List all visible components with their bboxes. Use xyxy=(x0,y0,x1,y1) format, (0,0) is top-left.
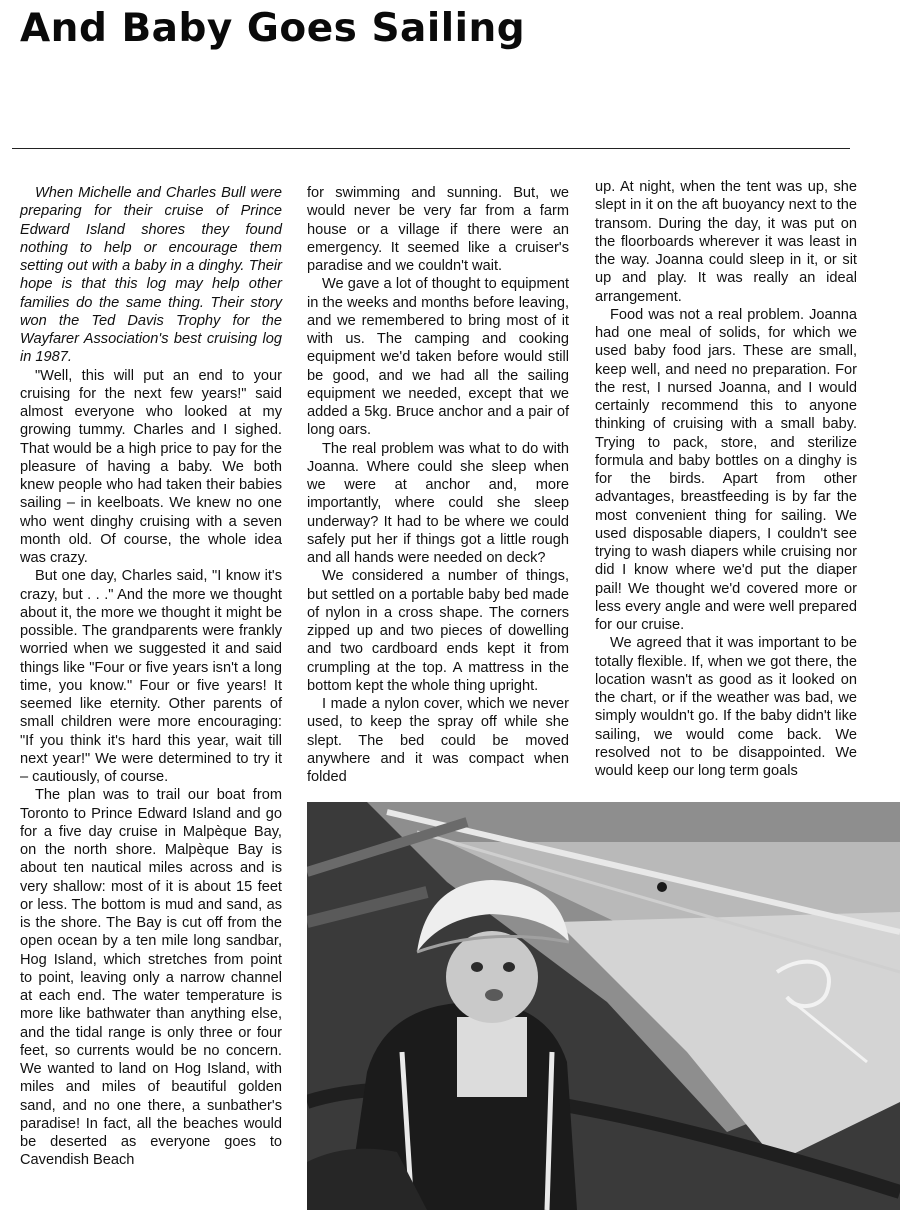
body-paragraph: The real problem was what to do with Joanna. Where could she sleep when we were at anchor and, more importantly, where could she sleep underway? It had to be where we could safely put her if things got a little rough and all hands were needed on deck? xyxy=(307,440,569,566)
photo-illustration xyxy=(307,802,900,1210)
column-2 xyxy=(307,184,569,796)
body-paragraph: We gave a lot of thought to equipment in the weeks and months before leaving, and we remembered to bring most of it with us. The camping and cooking equipment we'd taken before would still be good, and we had all the sailing equipment we needed, except that we added a 5kg. Bruce anchor and a pair of long oars. xyxy=(307,276,569,439)
column-3 xyxy=(595,178,857,798)
body-paragraph: up. At night, when the tent was up, she slept in it on the aft buoyancy next to the transom. During the day, it was put on the floorboards wherever it was least in the way. Joanna could sleep in it, or sit up and play. It was really an ideal arrangement. xyxy=(595,179,857,305)
title-divider xyxy=(12,148,850,149)
body-paragraph: Food was not a real problem. Joanna had one meal of solids, for which we used baby food jars. These are small, keep well, and need no preparation. For the rest, I nursed Joanna, and I would certainly recommend this to anyone thinking of cruising with a small baby. Trying to pack, store, and sterilize formula and baby bottles on a dinghy is for the birds. Apart from other advantages, breastfeeding is by far the most convenient thing for sailing. We used disposable diapers, I couldn't see trying to wash diapers while cruising nor did I know where we'd put the diaper pail! We thought we'd covered more or less every angle and were well prepared for our cruise. xyxy=(595,306,857,633)
body-paragraph: We considered a number of things, but settled on a portable baby bed made of nylon in a cross shape. The corners zipped up and two pieces of dowelling and two cardboard ends kept it from crumpling at the top. A mattress in the bottom kept the whole thing upright. xyxy=(307,568,569,694)
body-paragraph: I made a nylon cover, which we never used, to keep the spray off while she slept. The bed could be moved anywhere and it was compact when folded xyxy=(307,696,569,785)
baby-sailing-photo xyxy=(307,802,900,1210)
body-paragraph: The plan was to trail our boat from Toronto to Prince Edward Island and go for a five day cruise in Malpèque Bay, on the north shore. Malpèque Bay is about ten nautical miles across and is very shallow: most of it is about 15 feet or less. The bottom is mud and sand, as is the shore. The Bay is cut off from the open ocean by a ten mile long sandbar, Hog Island, which stretches from point to point, leaving only a narrow channel at each end. The water temperature is more like bathwater than anything else, and the tidal range is only three or four feet, so currents would be no concern. We wanted to land on Hog Island, with miles and miles of beautiful golden sand, and no one there, a sunbather's paradise! In fact, all the beaches would be deserted as everyone goes to Cavendish Beach xyxy=(20,787,282,1169)
column-1 xyxy=(20,184,282,1204)
body-paragraph: We agreed that it was important to be totally flexible. If, when we got there, the location wasn't as good as it looked on the chart, or if the weather was bad, we simply wouldn't go. If the baby didn't like sailing, we would come back. We resolved not to be disappointed. We would keep our long term goals xyxy=(595,635,857,779)
intro-paragraph: When Michelle and Charles Bull were preparing for their cruise of Prince Edward Island shores they found nothing to help or encourage them setting out with a baby in a dinghy. Their hope is that this log may help other families do the same thing. Their story won the Ted Davis Trophy for the Wayfarer Association's best cruising log in 1987. xyxy=(20,185,282,366)
article-title: And Baby Goes Sailing xyxy=(20,6,526,51)
body-paragraph: for swimming and sunning. But, we would never be very far from a farm house or a village if there were an emergency. It seemed like a cruiser's paradise and we couldn't wait. xyxy=(307,185,569,274)
body-paragraph: "Well, this will put an end to your cruising for the next few years!" said almost everyone who looked at my growing tummy. Charles and I sighed. That would be a high price to pay for the pleasure of having a baby. We both knew people who had taken their babies sailing – in keelboats. We knew no one who went dinghy cruising with a seven month old. Of course, the whole idea was crazy. xyxy=(20,367,282,566)
body-paragraph: But one day, Charles said, "I know it's crazy, but . . ." And the more we thought about it, the more we thought it might be possible. The grandparents were frankly worried when we suggested it and said things like "Four or five years isn't a long time, you know." Four or five years! It seemed like eternity. Other parents of small children were more encouraging: "If you think it's hard this year, wait till next year!" We were determined to try it – cautiously, of course. xyxy=(20,568,282,785)
